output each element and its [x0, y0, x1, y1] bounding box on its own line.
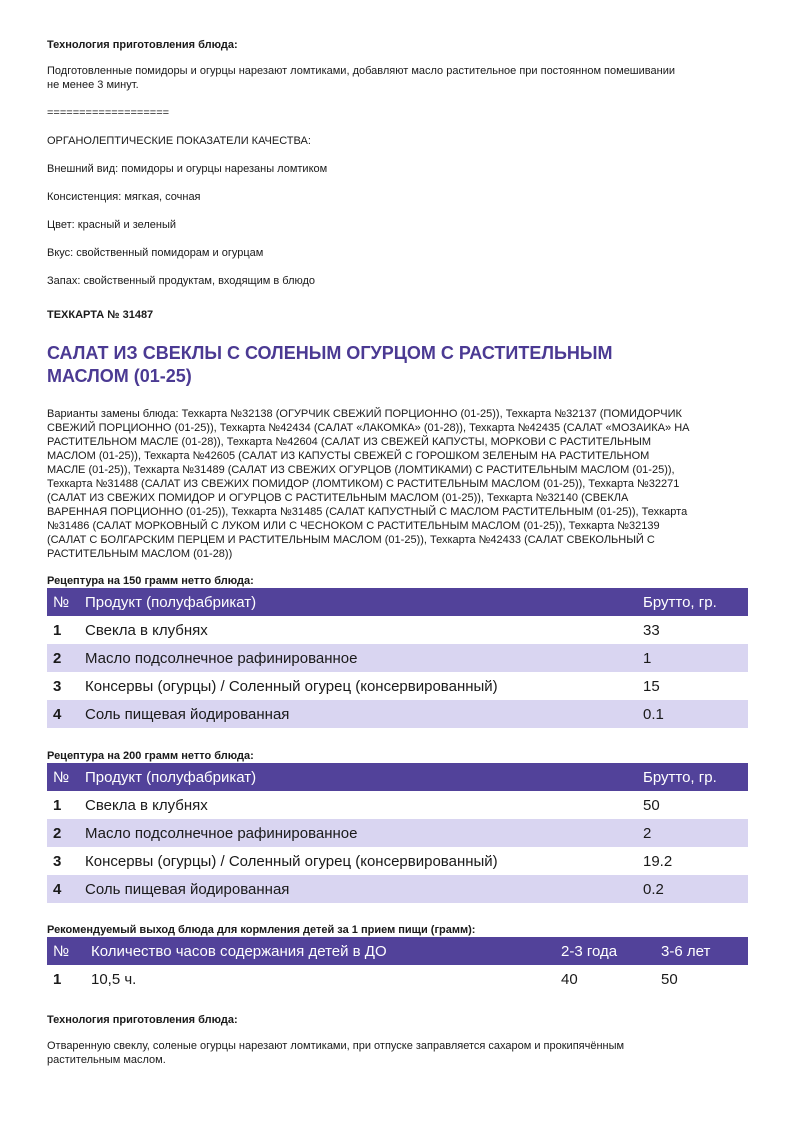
- techcard-number: ТЕХКАРТА № 31487: [47, 309, 154, 321]
- table-row: [47, 644, 748, 672]
- row-number: 4: [47, 700, 79, 728]
- col-hours-header: Количество часов содержания детей в ДО: [85, 937, 555, 965]
- row-number: 2: [47, 819, 79, 847]
- replacement-line: (САЛАТ С БОЛГАРСКИМ ПЕРЦЕМ И РАСТИТЕЛЬНЫМ МАСЛОМ (01-25)), Техкарта №42433 (САЛАТ СВЕКОЛЬНЫЙ С: [47, 534, 655, 546]
- tech-text-2-line2: растительным маслом.: [47, 1054, 166, 1066]
- table-row: [47, 875, 748, 903]
- table-row: [47, 965, 748, 993]
- row-number: 3: [53, 677, 62, 695]
- yield-heading: Рекомендуемый выход блюда для кормления детей за 1 прием пищи (грамм):: [47, 924, 476, 936]
- row-number: 4: [47, 875, 79, 903]
- tech-heading-1: Технология приготовления блюда:: [47, 39, 238, 51]
- col-age-3-6-header: 3-6 лет: [655, 937, 748, 965]
- col-number-header: №: [47, 763, 79, 791]
- yield-table: [47, 937, 748, 993]
- row-product: Масло подсолнечное рафинированное: [79, 644, 637, 672]
- col-product-header: Продукт (полуфабрикат): [79, 763, 637, 791]
- tech-text-1-line2: не менее 3 минут.: [47, 79, 139, 91]
- organoleptic-heading: ОРГАНОЛЕПТИЧЕСКИЕ ПОКАЗАТЕЛИ КАЧЕСТВА:: [47, 135, 311, 147]
- row-number: 3: [53, 852, 62, 870]
- row-number: 1: [53, 621, 62, 639]
- col-gross-header: Брутто, гр.: [637, 588, 748, 616]
- organoleptic-color: Цвет: красный и зеленый: [47, 219, 177, 231]
- row-number: 2: [47, 644, 79, 672]
- table-row: [47, 819, 748, 847]
- tech-text-1-line1: Подготовленные помидоры и огурцы нарезают ломтиками, добавляют масло растительное при постоянном помешивании: [47, 65, 675, 77]
- col-number-header: №: [47, 937, 85, 965]
- col-product-header: Продукт (полуфабрикат): [79, 588, 637, 616]
- row-gross: 0.2: [637, 875, 748, 903]
- replacement-line: (САЛАТ ИЗ СВЕЖИХ ПОМИДОР И ОГУРЦОВ С РАСТИТЕЛЬНЫМ МАСЛОМ (01-25)), Техкарта №32140 (СВЕКЛА: [47, 492, 629, 504]
- row-number: 1: [53, 970, 62, 988]
- dish-title-line1: САЛАТ ИЗ СВЕКЛЫ С СОЛЕНЫМ ОГУРЦОМ С РАСТИТЕЛЬНЫМ: [47, 343, 613, 363]
- recipe-200-table: [47, 763, 748, 903]
- row-gross: 33: [643, 621, 660, 639]
- recipe-200-heading: Рецептура на 200 грамм нетто блюда:: [47, 750, 254, 762]
- row-gross: 50: [643, 796, 660, 814]
- row-product: Консервы (огурцы) / Соленный огурец (консервированный): [85, 677, 498, 695]
- tech-heading-2: Технология приготовления блюда:: [47, 1014, 238, 1026]
- row-age-2-3: 40: [561, 970, 578, 988]
- replacement-line: РАСТИТЕЛЬНОМ МАСЛЕ (01-28)), Техкарта №42604 (САЛАТ ИЗ СВЕЖЕЙ КАПУСТЫ, МОРКОВИ С РАСТИТЕЛЬНЫМ: [47, 436, 652, 448]
- row-number: 1: [53, 796, 62, 814]
- recipe-150-table: [47, 588, 748, 728]
- col-number-header: №: [47, 588, 79, 616]
- row-gross: 19.2: [643, 852, 673, 870]
- replacement-line: МАСЛОМ (01-25)), Техкарта №42605 (САЛАТ ИЗ КАПУСТЫ СВЕЖЕЙ С ГОРОШКОМ ЗЕЛЕНЫМ НА РАСТИТЕЛЬНОМ: [47, 450, 650, 462]
- table-header-row: [47, 763, 748, 791]
- table-header-row: [47, 588, 748, 616]
- row-age-3-6: 50: [661, 970, 678, 988]
- row-gross: 2: [637, 819, 748, 847]
- row-product: Масло подсолнечное рафинированное: [79, 819, 637, 847]
- table-row: [47, 791, 748, 819]
- col-age-2-3-header: 2-3 года: [555, 937, 655, 965]
- replacement-line: Техкарта №31488 (САЛАТ ИЗ СВЕЖИХ ПОМИДОР (ЛОМТИКОМ) С РАСТИТЕЛЬНЫМ МАСЛОМ (01-25)), Техкарта №32271: [47, 478, 680, 490]
- row-product: Свекла в клубнях: [85, 621, 208, 639]
- organoleptic-appearance: Внешний вид: помидоры и огурцы нарезаны ломтиком: [47, 163, 328, 175]
- separator: ===================: [47, 107, 170, 119]
- row-hours: 10,5 ч.: [91, 970, 137, 988]
- table-row: [47, 847, 748, 875]
- replacement-line: Варианты замены блюда: Техкарта №32138 (ОГУРЧИК СВЕЖИЙ ПОРЦИОННО (01-25)), Техкарта №32137 (ПОМИДОРЧИК: [47, 408, 682, 420]
- tech-text-2-line1: Отваренную свеклу, соленые огурцы нарезают ломтиками, при отпуске заправляется сахаром и прокипячённым: [47, 1040, 625, 1052]
- row-product: Консервы (огурцы) / Соленный огурец (консервированный): [85, 852, 498, 870]
- replacement-line: РАСТИТЕЛЬНЫМ МАСЛОМ (01-28)): [47, 548, 233, 560]
- replacement-line: СВЕЖИЙ ПОРЦИОННО (01-25)), Техкарта №42434 (САЛАТ «ЛАКОМКА» (01-28)), Техкарта №42435 (САЛАТ «МОЗАИКА» НА: [47, 422, 690, 434]
- table-header-row: [47, 937, 748, 965]
- dish-title-line2: МАСЛОМ (01-25): [47, 366, 192, 386]
- recipe-150-heading: Рецептура на 150 грамм нетто блюда:: [47, 575, 254, 587]
- row-product: Свекла в клубнях: [85, 796, 208, 814]
- replacement-line: №31486 (САЛАТ МОРКОВНЫЙ С ЛУКОМ ИЛИ С ЧЕСНОКОМ С РАСТИТЕЛЬНЫМ МАСЛОМ (01-25)), Техкарта №32139: [47, 520, 660, 532]
- organoleptic-smell: Запах: свойственный продуктам, входящим в блюдо: [47, 275, 316, 287]
- col-gross-header: Брутто, гр.: [637, 763, 748, 791]
- row-product: Соль пищевая йодированная: [79, 700, 637, 728]
- row-gross: 15: [643, 677, 660, 695]
- table-row: [47, 700, 748, 728]
- replacement-line: ВАРЕННАЯ ПОРЦИОННО (01-25)), Техкарта №31485 (САЛАТ КАПУСТНЫЙ С МАСЛОМ РАСТИТЕЛЬНЫМ (01-25)), Техкарта: [47, 506, 688, 518]
- row-product: Соль пищевая йодированная: [79, 875, 637, 903]
- table-row: [47, 672, 748, 700]
- organoleptic-consistency: Консистенция: мягкая, сочная: [47, 191, 201, 203]
- table-row: [47, 616, 748, 644]
- replacement-variants: [47, 407, 748, 561]
- replacement-line: МАСЛЕ (01-25)), Техкарта №31489 (САЛАТ ИЗ СВЕЖИХ ОГУРЦОВ (ЛОМТИКАМИ) С РАСТИТЕЛЬНЫМ МАСЛОМ (01-25)),: [47, 464, 675, 476]
- row-gross: 1: [637, 644, 748, 672]
- row-gross: 0.1: [637, 700, 748, 728]
- organoleptic-taste: Вкус: свойственный помидорам и огурцам: [47, 247, 264, 259]
